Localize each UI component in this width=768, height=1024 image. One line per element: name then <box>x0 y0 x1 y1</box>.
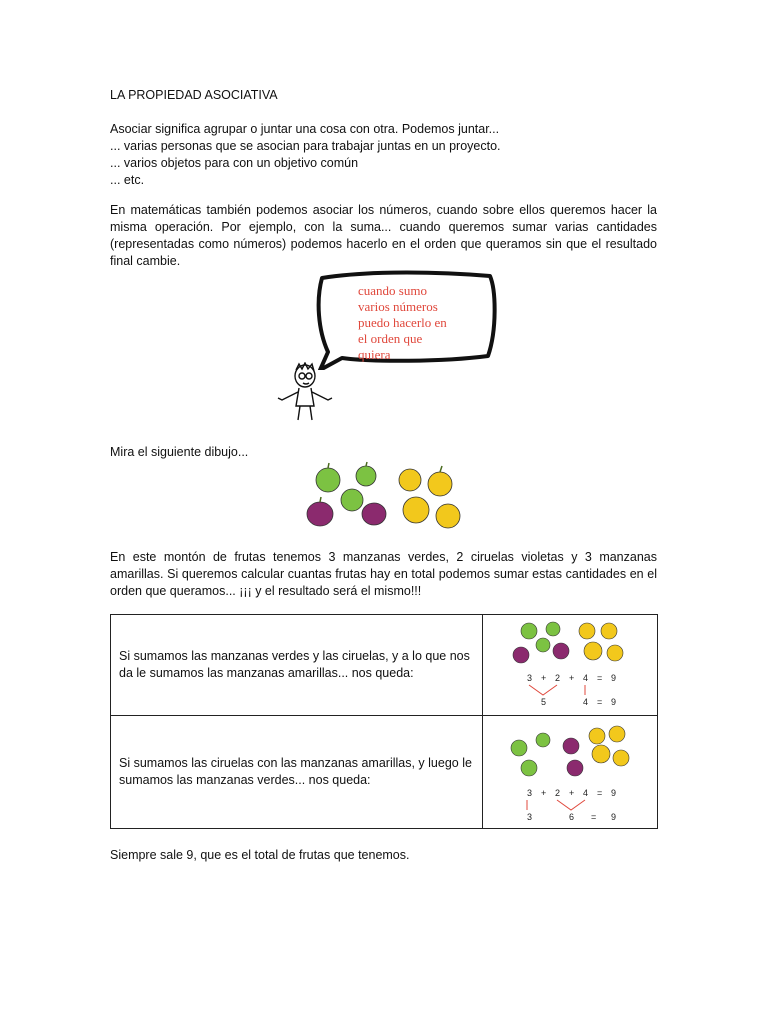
eq-term: = <box>597 672 603 683</box>
fruit-sum-figure <box>505 718 635 826</box>
eq-result: 9 <box>611 811 617 822</box>
bubble-line: cuando sumo <box>358 283 427 298</box>
bubble-line: el orden que <box>358 331 423 346</box>
row-description: Si sumamos las manzanas verdes y las ciruelas, y a lo que nos da le sumamos las manzanas amarillas... nos queda: <box>111 615 483 716</box>
eq-result: 4 <box>583 696 589 707</box>
fruit-sum-figure <box>505 617 635 713</box>
eq-result: 9 <box>611 696 617 707</box>
intro-block <box>110 121 501 189</box>
eq-term: + <box>541 672 547 683</box>
bubble-line: puedo hacerlo en <box>358 315 447 330</box>
bracket-icon <box>529 685 557 695</box>
eq-term: + <box>541 787 547 798</box>
yellow-apples <box>399 469 460 528</box>
eq-term: 2 <box>555 672 561 683</box>
eq-term: + <box>569 787 575 798</box>
eq-term: 4 <box>583 672 589 683</box>
intro-line: ... etc. <box>110 173 145 187</box>
table-row <box>111 615 658 716</box>
speech-bubble-text <box>358 283 478 363</box>
eq-result: 6 <box>569 811 575 822</box>
eq-term: 4 <box>583 787 589 798</box>
association-table <box>110 614 658 829</box>
eq-term: 9 <box>611 672 617 683</box>
paragraph-2: En este montón de frutas tenemos 3 manzanas verdes, 2 ciruelas violetas y 3 manzanas amarillas. Si queremos calcular cuantas frutas hay en total podemos sumar estas cantidades en el orden que queramos... ¡¡¡ y el resultado será el mismo!!! <box>110 550 657 598</box>
row-illustration <box>483 715 658 828</box>
eq-term: 9 <box>611 787 617 798</box>
closing-text: Siempre sale 9, que es el total de frutas que tenemos. <box>110 848 410 862</box>
eq-term: + <box>569 672 575 683</box>
eq-result: 3 <box>527 811 533 822</box>
eq-result: 5 <box>541 696 547 707</box>
eq-term: 3 <box>527 787 533 798</box>
eq-term: 2 <box>555 787 561 798</box>
table-row <box>111 715 658 828</box>
mira-text: Mira el siguiente dibujo... <box>110 445 249 459</box>
eq-term: = <box>597 787 603 798</box>
row-description: Si sumamos las ciruelas con las manzanas amarillas, y luego le sumamos las manzanas verdes... nos queda: <box>111 715 483 828</box>
bracket-icon <box>557 800 585 810</box>
fruit-group-illustration <box>302 460 466 532</box>
eq-result: = <box>591 811 597 822</box>
intro-line: Asociar significa agrupar o juntar una cosa con otra. Podemos juntar... <box>110 122 500 136</box>
bubble-line: varios números <box>358 299 438 314</box>
row-illustration <box>483 615 658 716</box>
intro-line: ... varios objetos para con un objetivo común <box>110 156 359 170</box>
document-title: LA PROPIEDAD ASOCIATIVA <box>110 88 278 102</box>
bubble-line: quiera <box>358 347 391 362</box>
cartoon-man-icon <box>274 362 336 422</box>
paragraph-1: En matemáticas también podemos asociar los números, cuando sobre ellos queremos hacer la misma operación. Por ejemplo, con la suma... cuando queremos sumar varias cantidades (representadas como números) podemos hacerlo en el orden que queramos sin que el resultado final cambie. <box>110 203 657 268</box>
eq-result: = <box>597 696 603 707</box>
eq-term: 3 <box>527 672 533 683</box>
intro-line: ... varias personas que se asocian para trabajar juntas en un proyecto. <box>110 139 501 153</box>
